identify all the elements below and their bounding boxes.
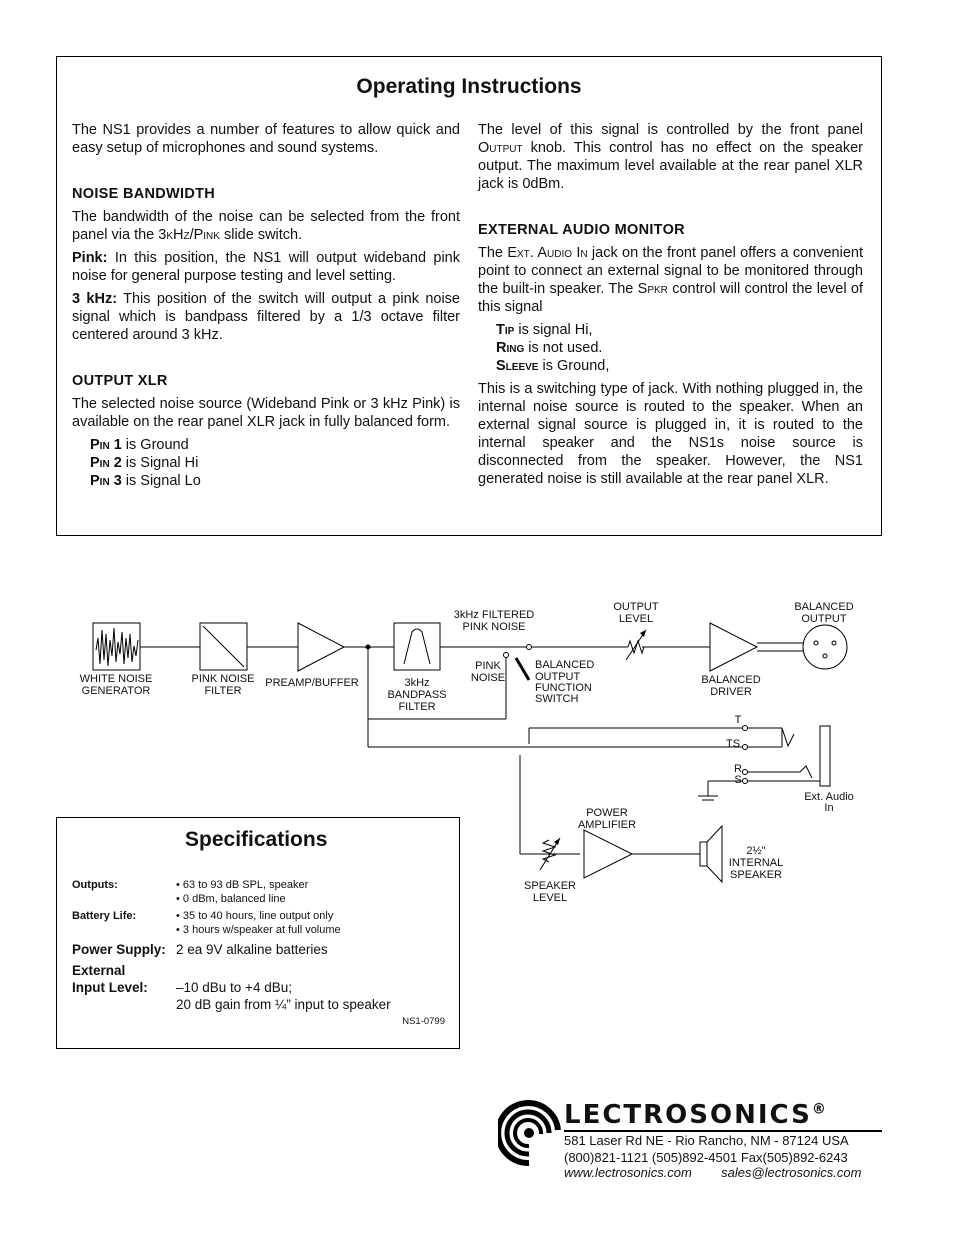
contact-links — [564, 1165, 861, 1180]
switching-jack-paragraph: This is a switching type of jack. With nothing plugged in, the internal noise source is routed to the speaker. When an external signal source is plugged in, it is routed to the internal speaker and the NS1s noise source is disconnected from the speaker. However, the NS1 generated noise is still available at the rear panel XLR. — [478, 381, 863, 487]
intro-paragraph: The NS1 provides a number of features to allow quick and easy setup of microphones and sound systems. — [72, 122, 460, 156]
bandpass-label-2: BANDPASS — [387, 689, 447, 701]
noise-bandwidth-paragraph: The bandwidth of the noise can be selected from the front panel via the 3kHz/Pink slide switch. — [72, 209, 460, 243]
pink-paragraph: Pink: In this position, the NS1 will output wideband pink noise for general purpose testing and level setting. — [72, 250, 460, 284]
jack-r-label: R — [734, 763, 742, 775]
power-amp-label-2: AMPLIFIER — [577, 819, 637, 831]
output-level-label-1: OUTPUT — [613, 601, 659, 613]
white-noise-label-2: GENERATOR — [81, 685, 151, 697]
specifications-box: Specifications Outputs: • 63 to 93 dB SPL, speaker • 0 dBm, balanced line Battery Life: • 35 to 40 hours, line output only • 3 hours w/speaker at full volume Power Supply: 2 ea 9V alkaline batteries External Input Level: –10 dBu to +4 dBu; 20 dB gain from ¼” input to speaker NS1-0799 — [56, 817, 460, 1049]
pink-label-1: PINK — [475, 660, 501, 672]
operating-instructions-box — [56, 56, 882, 536]
ext-audio-label-1: Ext. Audio — [804, 791, 854, 803]
speaker-label-2: INTERNAL — [728, 857, 784, 869]
spec-code: NS1-0799 — [402, 1016, 445, 1027]
specifications-title: Specifications — [185, 828, 328, 851]
external-audio-heading: EXTERNAL AUDIO MONITOR — [478, 222, 685, 238]
jack-ts-label: TS — [725, 738, 741, 750]
output-xlr-paragraph: The selected noise source (Wideband Pink or 3 kHz Pink) is available on the rear panel XLR jack in fully balanced form. — [72, 396, 460, 430]
website-link[interactable]: www.lectrosonics.com — [564, 1165, 692, 1180]
switch-label-2: OUTPUT — [535, 671, 581, 683]
pin-2: Pin 2 is Signal Hi — [90, 455, 199, 471]
ext-audio-label-2: In — [824, 802, 834, 814]
instructions-left-column — [72, 121, 460, 490]
speaker-label-3: SPEAKER — [730, 869, 782, 881]
address: 581 Laser Rd NE - Rio Rancho, NM - 87124 USA — [564, 1133, 849, 1148]
lectrosonics-logo-icon — [498, 1100, 564, 1190]
jack-t-label: T — [734, 714, 742, 726]
pin-1: Pin 1 is Ground — [90, 437, 189, 453]
instructions-right-column — [478, 121, 863, 488]
switch-label-1: BALANCED — [535, 659, 595, 671]
switch-lever — [516, 658, 529, 680]
balanced-driver-triangle — [710, 623, 757, 671]
output-level-label-2: LEVEL — [618, 613, 654, 625]
switch-label-4: SWITCH — [535, 693, 579, 705]
internal-speaker-icon — [700, 826, 722, 882]
pink-filter-label-1: PINK NOISE — [191, 673, 255, 685]
bandpass-filter-block — [394, 623, 440, 670]
operating-instructions-title: Operating Instructions — [356, 75, 582, 98]
balanced-output-label-1: BALANCED — [794, 601, 854, 613]
balanced-driver-label-1: BALANCED — [701, 674, 761, 686]
output-level-paragraph: The level of this signal is controlled by the front panel Output knob. This control has no effect on the speaker output. The maximum level available at the rear panel XLR jack is 0dBm. — [478, 122, 863, 192]
preamp-label: PREAMP/BUFFER — [265, 677, 359, 689]
ring-line: Ring is not used. — [496, 340, 603, 356]
balanced-output-label-2: OUTPUT — [801, 613, 847, 625]
preamp-triangle — [298, 623, 344, 671]
pink-label-2: NOISE — [470, 672, 506, 684]
3khz-paragraph: 3 kHz: This position of the switch will output a pink noise signal which is bandpass filtered by a 1/3 octave filter centered around 3 kHz. — [72, 291, 460, 343]
speaker-level-label-2: LEVEL — [532, 892, 568, 904]
bandpass-label-1: 3kHz — [404, 677, 430, 689]
power-amplifier-triangle — [584, 830, 632, 878]
brand-name: LECTROSONICS® — [564, 1100, 828, 1130]
white-noise-generator-block — [93, 623, 140, 670]
power-amp-label-1: POWER — [586, 807, 628, 819]
sleeve-line: Sleeve is Ground, — [496, 358, 610, 374]
output-level-potentiometer — [626, 630, 646, 660]
output-xlr-heading: OUTPUT XLR — [72, 373, 168, 389]
speaker-level-label-1: SPEAKER — [524, 880, 576, 892]
pin-3: Pin 3 is Signal Lo — [90, 473, 201, 489]
pink-filter-label-2: FILTER — [204, 685, 242, 697]
pink-noise-filter-block — [200, 623, 247, 670]
xlr-output-connector — [803, 625, 847, 669]
brand-underline — [564, 1130, 882, 1132]
noise-bandwidth-heading: NOISE BANDWIDTH — [72, 186, 216, 202]
tip-line: Tip is signal Hi, — [496, 322, 593, 338]
white-noise-label-1: WHITE NOISE — [79, 673, 153, 685]
lectrosonics-footer — [498, 1100, 898, 1190]
switch-label-3: FUNCTION — [535, 682, 592, 694]
external-audio-paragraph: The Ext. Audio In jack on the front panel offers a convenient point to connect an external signal to be monitored through the built-in speaker. The Spkr control will control the level of this signal — [478, 245, 863, 315]
filtered-label-1: 3kHz FILTERED — [453, 609, 535, 621]
jack-s-label: S — [734, 774, 742, 786]
phone-numbers: (800)821-1121 (505)892-4501 Fax(505)892-6243 — [564, 1150, 848, 1165]
filtered-label-2: PINK NOISE — [462, 621, 526, 633]
balanced-driver-label-2: DRIVER — [710, 686, 752, 698]
speaker-label-1: 2½" — [746, 845, 766, 857]
email-link[interactable]: sales@lectrosonics.com — [721, 1165, 862, 1180]
bandpass-label-3: FILTER — [398, 701, 436, 713]
